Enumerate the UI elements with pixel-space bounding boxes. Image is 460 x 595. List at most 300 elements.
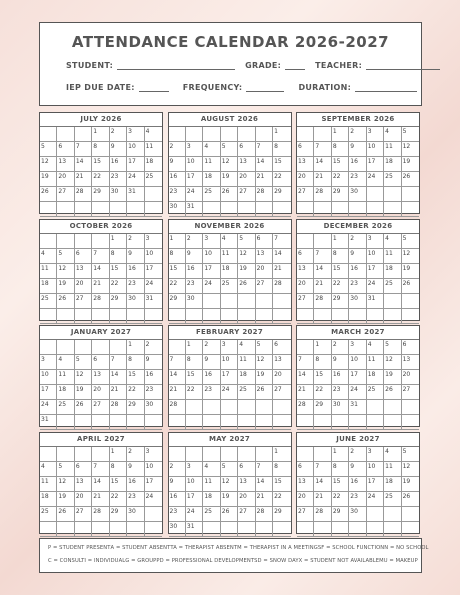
day-cell[interactable]: 24 (367, 279, 384, 294)
day-cell[interactable]: 16 (349, 157, 366, 172)
day-cell[interactable]: 9 (127, 462, 144, 477)
day-cell[interactable]: 11 (221, 249, 238, 264)
day-cell[interactable]: 24 (186, 187, 203, 202)
day-cell[interactable]: 2 (110, 127, 127, 142)
day-cell[interactable]: 4 (203, 142, 220, 157)
day-cell[interactable]: 16 (127, 264, 144, 279)
day-cell[interactable]: 25 (238, 385, 255, 400)
day-cell[interactable]: 7 (92, 249, 109, 264)
day-cell[interactable]: 22 (314, 385, 331, 400)
day-cell[interactable]: 23 (349, 492, 366, 507)
day-cell[interactable]: 4 (40, 462, 57, 477)
day-cell[interactable]: 21 (92, 492, 109, 507)
day-cell[interactable]: 16 (127, 477, 144, 492)
day-cell[interactable]: 12 (40, 157, 57, 172)
day-cell[interactable]: 4 (57, 355, 74, 370)
day-cell[interactable]: 7 (314, 142, 331, 157)
day-cell[interactable]: 12 (402, 462, 419, 477)
day-cell[interactable]: 4 (221, 234, 238, 249)
day-cell[interactable]: 13 (238, 477, 255, 492)
day-cell[interactable]: 24 (203, 279, 220, 294)
day-cell[interactable]: 25 (40, 507, 57, 522)
day-cell[interactable]: 20 (238, 172, 255, 187)
iep-due-date-field[interactable] (139, 83, 169, 92)
day-cell[interactable]: 17 (186, 492, 203, 507)
day-cell[interactable]: 31 (367, 294, 384, 309)
day-cell[interactable]: 10 (186, 157, 203, 172)
day-cell[interactable]: 31 (186, 202, 203, 217)
day-cell[interactable]: 10 (221, 355, 238, 370)
day-cell[interactable]: 1 (332, 234, 349, 249)
day-cell[interactable]: 25 (40, 294, 57, 309)
day-cell[interactable]: 24 (127, 172, 144, 187)
day-cell[interactable]: 2 (169, 142, 186, 157)
day-cell[interactable]: 13 (75, 477, 92, 492)
day-cell[interactable]: 5 (221, 142, 238, 157)
day-cell[interactable]: 3 (127, 127, 144, 142)
day-cell[interactable]: 24 (40, 400, 57, 415)
duration-field[interactable] (355, 83, 417, 92)
day-cell[interactable]: 19 (402, 157, 419, 172)
day-cell[interactable]: 22 (332, 172, 349, 187)
day-cell[interactable]: 20 (92, 385, 109, 400)
day-cell[interactable]: 26 (57, 294, 74, 309)
day-cell[interactable]: 3 (145, 234, 162, 249)
day-cell[interactable]: 9 (203, 355, 220, 370)
day-cell[interactable]: 18 (40, 279, 57, 294)
day-cell[interactable]: 15 (186, 370, 203, 385)
day-cell[interactable]: 1 (186, 340, 203, 355)
day-cell[interactable]: 6 (297, 462, 314, 477)
day-cell[interactable]: 7 (92, 462, 109, 477)
day-cell[interactable]: 25 (384, 492, 401, 507)
day-cell[interactable]: 10 (40, 370, 57, 385)
day-cell[interactable]: 13 (75, 264, 92, 279)
day-cell[interactable]: 14 (169, 370, 186, 385)
day-cell[interactable]: 31 (127, 187, 144, 202)
day-cell[interactable]: 17 (186, 172, 203, 187)
day-cell[interactable]: 26 (402, 279, 419, 294)
day-cell[interactable]: 28 (110, 400, 127, 415)
day-cell[interactable]: 10 (367, 142, 384, 157)
day-cell[interactable]: 25 (203, 507, 220, 522)
day-cell[interactable]: 6 (297, 142, 314, 157)
day-cell[interactable]: 18 (40, 492, 57, 507)
day-cell[interactable]: 15 (273, 157, 290, 172)
day-cell[interactable]: 10 (367, 249, 384, 264)
day-cell[interactable]: 9 (349, 249, 366, 264)
day-cell[interactable]: 28 (75, 187, 92, 202)
day-cell[interactable]: 21 (297, 385, 314, 400)
day-cell[interactable]: 8 (186, 355, 203, 370)
day-cell[interactable]: 16 (203, 370, 220, 385)
day-cell[interactable]: 5 (384, 340, 401, 355)
day-cell[interactable]: 16 (145, 370, 162, 385)
day-cell[interactable]: 10 (145, 462, 162, 477)
day-cell[interactable]: 8 (332, 249, 349, 264)
day-cell[interactable]: 22 (127, 385, 144, 400)
day-cell[interactable]: 28 (273, 279, 290, 294)
day-cell[interactable]: 1 (273, 447, 290, 462)
day-cell[interactable]: 13 (273, 355, 290, 370)
day-cell[interactable]: 9 (145, 355, 162, 370)
day-cell[interactable]: 21 (314, 492, 331, 507)
day-cell[interactable]: 30 (332, 400, 349, 415)
day-cell[interactable]: 24 (186, 507, 203, 522)
day-cell[interactable]: 6 (57, 142, 74, 157)
day-cell[interactable]: 2 (145, 340, 162, 355)
day-cell[interactable]: 23 (203, 385, 220, 400)
day-cell[interactable]: 22 (110, 492, 127, 507)
day-cell[interactable]: 17 (145, 477, 162, 492)
day-cell[interactable]: 28 (256, 507, 273, 522)
day-cell[interactable]: 9 (186, 249, 203, 264)
day-cell[interactable]: 11 (203, 477, 220, 492)
day-cell[interactable]: 25 (384, 279, 401, 294)
day-cell[interactable]: 20 (297, 492, 314, 507)
day-cell[interactable]: 3 (40, 355, 57, 370)
day-cell[interactable]: 28 (169, 400, 186, 415)
day-cell[interactable]: 11 (238, 355, 255, 370)
day-cell[interactable]: 22 (273, 172, 290, 187)
day-cell[interactable]: 9 (349, 462, 366, 477)
day-cell[interactable]: 28 (314, 187, 331, 202)
day-cell[interactable]: 12 (57, 264, 74, 279)
day-cell[interactable]: 28 (92, 507, 109, 522)
day-cell[interactable]: 29 (273, 187, 290, 202)
day-cell[interactable]: 17 (367, 264, 384, 279)
day-cell[interactable]: 3 (349, 340, 366, 355)
day-cell[interactable]: 22 (169, 279, 186, 294)
day-cell[interactable]: 7 (273, 234, 290, 249)
day-cell[interactable]: 9 (169, 157, 186, 172)
day-cell[interactable]: 15 (273, 477, 290, 492)
day-cell[interactable]: 16 (349, 264, 366, 279)
day-cell[interactable]: 8 (110, 462, 127, 477)
day-cell[interactable]: 24 (367, 492, 384, 507)
day-cell[interactable]: 27 (57, 187, 74, 202)
day-cell[interactable]: 22 (92, 172, 109, 187)
day-cell[interactable]: 10 (367, 462, 384, 477)
day-cell[interactable]: 15 (332, 264, 349, 279)
day-cell[interactable]: 28 (314, 294, 331, 309)
day-cell[interactable]: 26 (221, 187, 238, 202)
day-cell[interactable]: 28 (256, 187, 273, 202)
day-cell[interactable]: 23 (349, 279, 366, 294)
day-cell[interactable]: 16 (186, 264, 203, 279)
day-cell[interactable]: 5 (402, 447, 419, 462)
day-cell[interactable]: 10 (186, 477, 203, 492)
day-cell[interactable]: 25 (384, 172, 401, 187)
day-cell[interactable]: 19 (256, 370, 273, 385)
day-cell[interactable]: 23 (332, 385, 349, 400)
day-cell[interactable]: 28 (314, 507, 331, 522)
day-cell[interactable]: 23 (110, 172, 127, 187)
day-cell[interactable]: 22 (110, 279, 127, 294)
day-cell[interactable]: 18 (57, 385, 74, 400)
day-cell[interactable]: 29 (332, 187, 349, 202)
day-cell[interactable]: 1 (110, 447, 127, 462)
day-cell[interactable]: 1 (314, 340, 331, 355)
day-cell[interactable]: 26 (221, 507, 238, 522)
day-cell[interactable]: 19 (402, 264, 419, 279)
day-cell[interactable]: 19 (40, 172, 57, 187)
day-cell[interactable]: 18 (384, 157, 401, 172)
day-cell[interactable]: 27 (297, 187, 314, 202)
day-cell[interactable]: 27 (75, 507, 92, 522)
day-cell[interactable]: 3 (221, 340, 238, 355)
day-cell[interactable]: 15 (314, 370, 331, 385)
day-cell[interactable]: 24 (349, 385, 366, 400)
day-cell[interactable]: 20 (297, 172, 314, 187)
day-cell[interactable]: 5 (57, 462, 74, 477)
day-cell[interactable]: 9 (110, 142, 127, 157)
day-cell[interactable]: 20 (256, 264, 273, 279)
day-cell[interactable]: 1 (92, 127, 109, 142)
day-cell[interactable]: 31 (186, 522, 203, 537)
day-cell[interactable]: 23 (169, 187, 186, 202)
grade-field[interactable] (285, 61, 305, 70)
day-cell[interactable]: 1 (273, 127, 290, 142)
day-cell[interactable]: 3 (186, 142, 203, 157)
day-cell[interactable]: 13 (297, 264, 314, 279)
day-cell[interactable]: 24 (221, 385, 238, 400)
day-cell[interactable]: 6 (75, 249, 92, 264)
day-cell[interactable]: 5 (402, 234, 419, 249)
day-cell[interactable]: 22 (186, 385, 203, 400)
day-cell[interactable]: 25 (57, 400, 74, 415)
day-cell[interactable]: 10 (203, 249, 220, 264)
day-cell[interactable]: 27 (238, 187, 255, 202)
day-cell[interactable]: 11 (145, 142, 162, 157)
day-cell[interactable]: 3 (367, 127, 384, 142)
day-cell[interactable]: 19 (402, 477, 419, 492)
day-cell[interactable]: 2 (203, 340, 220, 355)
day-cell[interactable]: 6 (238, 142, 255, 157)
day-cell[interactable]: 4 (384, 447, 401, 462)
day-cell[interactable]: 12 (402, 142, 419, 157)
day-cell[interactable]: 18 (203, 492, 220, 507)
day-cell[interactable]: 30 (349, 187, 366, 202)
day-cell[interactable]: 20 (75, 492, 92, 507)
day-cell[interactable]: 9 (332, 355, 349, 370)
day-cell[interactable]: 8 (332, 462, 349, 477)
day-cell[interactable]: 12 (75, 370, 92, 385)
day-cell[interactable]: 16 (110, 157, 127, 172)
day-cell[interactable]: 15 (332, 477, 349, 492)
day-cell[interactable]: 30 (127, 507, 144, 522)
day-cell[interactable]: 7 (314, 249, 331, 264)
day-cell[interactable]: 13 (238, 157, 255, 172)
day-cell[interactable]: 7 (256, 462, 273, 477)
day-cell[interactable]: 20 (402, 370, 419, 385)
day-cell[interactable]: 5 (57, 249, 74, 264)
day-cell[interactable]: 18 (384, 264, 401, 279)
day-cell[interactable]: 26 (384, 385, 401, 400)
day-cell[interactable]: 4 (384, 127, 401, 142)
day-cell[interactable]: 10 (145, 249, 162, 264)
day-cell[interactable]: 15 (110, 264, 127, 279)
day-cell[interactable]: 17 (221, 370, 238, 385)
day-cell[interactable]: 28 (92, 294, 109, 309)
day-cell[interactable]: 5 (40, 142, 57, 157)
day-cell[interactable]: 16 (169, 492, 186, 507)
day-cell[interactable]: 30 (145, 400, 162, 415)
day-cell[interactable]: 6 (402, 340, 419, 355)
day-cell[interactable]: 14 (92, 264, 109, 279)
day-cell[interactable]: 4 (40, 249, 57, 264)
day-cell[interactable]: 25 (367, 385, 384, 400)
day-cell[interactable]: 15 (332, 157, 349, 172)
frequency-field[interactable] (246, 83, 284, 92)
day-cell[interactable]: 8 (273, 142, 290, 157)
day-cell[interactable]: 16 (332, 370, 349, 385)
day-cell[interactable]: 19 (57, 279, 74, 294)
day-cell[interactable]: 11 (384, 142, 401, 157)
day-cell[interactable]: 20 (238, 492, 255, 507)
day-cell[interactable]: 15 (92, 157, 109, 172)
day-cell[interactable]: 8 (273, 462, 290, 477)
day-cell[interactable]: 19 (384, 370, 401, 385)
day-cell[interactable]: 10 (127, 142, 144, 157)
day-cell[interactable]: 17 (349, 370, 366, 385)
day-cell[interactable]: 1 (332, 127, 349, 142)
day-cell[interactable]: 17 (145, 264, 162, 279)
day-cell[interactable]: 13 (57, 157, 74, 172)
day-cell[interactable]: 26 (402, 172, 419, 187)
day-cell[interactable]: 31 (40, 415, 57, 430)
day-cell[interactable]: 21 (110, 385, 127, 400)
day-cell[interactable]: 21 (314, 279, 331, 294)
day-cell[interactable]: 14 (110, 370, 127, 385)
day-cell[interactable]: 12 (238, 249, 255, 264)
day-cell[interactable]: 24 (367, 172, 384, 187)
day-cell[interactable]: 4 (145, 127, 162, 142)
day-cell[interactable]: 6 (92, 355, 109, 370)
day-cell[interactable]: 17 (127, 157, 144, 172)
day-cell[interactable]: 13 (297, 477, 314, 492)
day-cell[interactable]: 18 (238, 370, 255, 385)
day-cell[interactable]: 30 (186, 294, 203, 309)
day-cell[interactable]: 19 (238, 264, 255, 279)
day-cell[interactable]: 3 (367, 234, 384, 249)
day-cell[interactable]: 27 (256, 279, 273, 294)
day-cell[interactable]: 7 (169, 355, 186, 370)
teacher-field[interactable] (366, 61, 440, 70)
day-cell[interactable]: 14 (256, 157, 273, 172)
day-cell[interactable]: 2 (332, 340, 349, 355)
day-cell[interactable]: 20 (273, 370, 290, 385)
day-cell[interactable]: 14 (256, 477, 273, 492)
day-cell[interactable]: 29 (127, 400, 144, 415)
day-cell[interactable]: 17 (40, 385, 57, 400)
day-cell[interactable]: 2 (349, 127, 366, 142)
day-cell[interactable]: 25 (145, 172, 162, 187)
day-cell[interactable]: 12 (221, 157, 238, 172)
day-cell[interactable]: 14 (297, 370, 314, 385)
day-cell[interactable]: 6 (273, 340, 290, 355)
day-cell[interactable]: 14 (92, 477, 109, 492)
day-cell[interactable]: 29 (332, 294, 349, 309)
day-cell[interactable]: 18 (221, 264, 238, 279)
day-cell[interactable]: 3 (367, 447, 384, 462)
day-cell[interactable]: 19 (57, 492, 74, 507)
day-cell[interactable]: 18 (367, 370, 384, 385)
day-cell[interactable]: 17 (367, 157, 384, 172)
day-cell[interactable]: 30 (349, 294, 366, 309)
day-cell[interactable]: 9 (127, 249, 144, 264)
day-cell[interactable]: 3 (203, 234, 220, 249)
day-cell[interactable]: 6 (75, 462, 92, 477)
day-cell[interactable]: 29 (92, 187, 109, 202)
student-field[interactable] (117, 61, 235, 70)
day-cell[interactable]: 13 (256, 249, 273, 264)
day-cell[interactable]: 15 (110, 477, 127, 492)
day-cell[interactable]: 9 (349, 142, 366, 157)
day-cell[interactable]: 8 (92, 142, 109, 157)
day-cell[interactable]: 23 (127, 279, 144, 294)
day-cell[interactable]: 12 (57, 477, 74, 492)
day-cell[interactable]: 19 (221, 492, 238, 507)
day-cell[interactable]: 1 (110, 234, 127, 249)
day-cell[interactable]: 21 (273, 264, 290, 279)
day-cell[interactable]: 29 (273, 507, 290, 522)
day-cell[interactable]: 7 (110, 355, 127, 370)
day-cell[interactable]: 2 (169, 462, 186, 477)
day-cell[interactable]: 2 (127, 234, 144, 249)
day-cell[interactable]: 21 (256, 172, 273, 187)
day-cell[interactable]: 11 (384, 462, 401, 477)
day-cell[interactable]: 8 (332, 142, 349, 157)
day-cell[interactable]: 1 (169, 234, 186, 249)
day-cell[interactable]: 7 (256, 142, 273, 157)
day-cell[interactable]: 29 (169, 294, 186, 309)
day-cell[interactable]: 12 (402, 249, 419, 264)
day-cell[interactable]: 2 (349, 234, 366, 249)
day-cell[interactable]: 24 (145, 279, 162, 294)
day-cell[interactable]: 26 (57, 507, 74, 522)
day-cell[interactable]: 26 (75, 400, 92, 415)
day-cell[interactable]: 2 (349, 447, 366, 462)
day-cell[interactable]: 21 (92, 279, 109, 294)
day-cell[interactable]: 6 (238, 462, 255, 477)
day-cell[interactable]: 2 (127, 447, 144, 462)
day-cell[interactable]: 25 (221, 279, 238, 294)
day-cell[interactable]: 27 (297, 507, 314, 522)
day-cell[interactable]: 20 (297, 279, 314, 294)
day-cell[interactable]: 5 (402, 127, 419, 142)
day-cell[interactable]: 11 (367, 355, 384, 370)
day-cell[interactable]: 27 (92, 400, 109, 415)
day-cell[interactable]: 31 (145, 294, 162, 309)
day-cell[interactable]: 27 (273, 385, 290, 400)
day-cell[interactable]: 22 (332, 279, 349, 294)
day-cell[interactable]: 18 (384, 477, 401, 492)
day-cell[interactable]: 5 (221, 462, 238, 477)
day-cell[interactable]: 13 (92, 370, 109, 385)
day-cell[interactable]: 14 (314, 264, 331, 279)
day-cell[interactable]: 14 (75, 157, 92, 172)
day-cell[interactable]: 4 (203, 462, 220, 477)
day-cell[interactable]: 6 (256, 234, 273, 249)
day-cell[interactable]: 20 (75, 279, 92, 294)
day-cell[interactable]: 28 (297, 400, 314, 415)
day-cell[interactable]: 21 (256, 492, 273, 507)
day-cell[interactable]: 17 (367, 477, 384, 492)
day-cell[interactable]: 30 (127, 294, 144, 309)
day-cell[interactable]: 12 (256, 355, 273, 370)
day-cell[interactable]: 4 (238, 340, 255, 355)
